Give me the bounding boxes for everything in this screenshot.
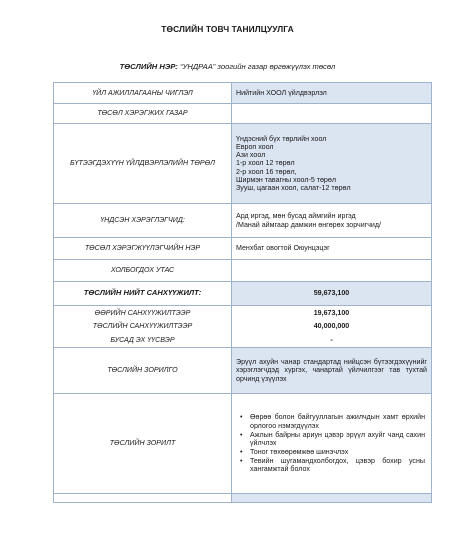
empty-cell bbox=[232, 494, 432, 503]
product-line: Зууш, цагаан хоол, салат-12 төрөл bbox=[236, 183, 351, 192]
list-item: • Ажлын байрны ариун цэвэр эрүүл ахуйг чанд сахин үйлчлэх bbox=[250, 431, 425, 447]
row-label-phone: ХОЛБОГДОХ УТАС bbox=[54, 260, 232, 282]
row-label-other: БУСАД ЭХ ҮҮСВЭР bbox=[54, 334, 232, 348]
row-value-own: 19,673,100 bbox=[232, 306, 432, 320]
table-row bbox=[54, 204, 432, 238]
row-value-goal: Эрүүл ахуйн чанар стандартад нийцсэн бүтээгдэхүүнийг хэрэглэгчдэд хүргэх, чанартай үйлчилгээг тав тухтай орчинд үзүүлэх bbox=[232, 348, 432, 394]
table-row bbox=[54, 320, 432, 334]
table-row bbox=[54, 238, 432, 260]
project-summary-table bbox=[53, 82, 432, 503]
table-row bbox=[54, 282, 432, 306]
row-value-location bbox=[232, 104, 432, 124]
project-name-value: “УНДРАА” зоогийн газар өргөжүүлэх төсөл bbox=[179, 62, 336, 71]
row-value-project-financing: 40,000,000 bbox=[232, 320, 432, 334]
row-label-activity: ҮЙЛ АЖИЛЛАГААНЫ ЧИГЛЭЛ bbox=[54, 83, 232, 104]
consumer-line: Ард иргэд, мөн бусад аймгийн иргэд bbox=[236, 212, 356, 221]
table-row bbox=[54, 348, 432, 394]
table-row bbox=[54, 394, 432, 494]
row-value-objectives bbox=[232, 394, 432, 494]
list-item: • Өөрөө болон байгууллагын ажилчдын хамт өрхийн орлогоо нэмэгдүүлэх bbox=[250, 413, 425, 429]
objectives-list bbox=[236, 413, 427, 473]
consumer-line: /Манай аймгаар дамжин өнгөрөх зорчигчид/ bbox=[236, 220, 382, 229]
row-value-products bbox=[232, 124, 432, 204]
product-line: Үндэсний бүх төрлийн хоол bbox=[236, 134, 327, 143]
row-value-phone bbox=[232, 260, 432, 282]
row-label-location: ТӨСӨЛ ХЭРЭГЖИХ ГАЗАР bbox=[54, 104, 232, 124]
project-name-line bbox=[0, 62, 455, 71]
row-label-goal: ТӨСЛИЙН ЗОРИЛГО bbox=[54, 348, 232, 394]
row-label-project-financing: ТӨСЛИЙН САНХҮҮЖИЛТЭЭР bbox=[54, 320, 232, 334]
product-line: Европ хоол bbox=[236, 143, 274, 152]
list-item: • Тоног төхөөрөмжөө шинэчлэх bbox=[250, 448, 425, 456]
row-label-consumers: ҮНДСЭН ХЭРЭГЛЭГЧИД: bbox=[54, 204, 232, 238]
row-label-products: БҮТЭЭГДЭХҮҮН ҮЙЛДВЭРЛЭЛИЙН ТӨРӨЛ bbox=[54, 124, 232, 204]
product-line: Ширмэн тавагны хоол-5 төрөл bbox=[236, 175, 336, 184]
empty-cell bbox=[54, 494, 232, 503]
product-line: 2-р хоол 16 төрөл, bbox=[236, 167, 297, 176]
product-line: 1-р хоол 12 төрөл bbox=[236, 159, 295, 168]
table-row bbox=[54, 260, 432, 282]
table-row bbox=[54, 83, 432, 104]
row-label-objectives: ТӨСЛИЙН ЗОРИЛТ bbox=[54, 394, 232, 494]
table-row bbox=[54, 494, 432, 503]
row-value-total: 59,673,100 bbox=[232, 282, 432, 306]
row-label-total: ТӨСЛИЙН НИЙТ САНХҮҮЖИЛТ: bbox=[54, 282, 232, 306]
table-row bbox=[54, 334, 432, 348]
project-name-label: ТӨСЛИЙН НЭР: bbox=[119, 62, 178, 71]
row-value-implementer: Менхбат овогтой Оюунцэцэг bbox=[232, 238, 432, 260]
row-value-other: - bbox=[232, 334, 432, 348]
document-title: ТӨСЛИЙН ТОВЧ ТАНИЛЦУУЛГА bbox=[161, 24, 294, 34]
list-item: • Тевийн шугамандхолбогдох, цэвэр бохир усны хангамжтай болох bbox=[250, 457, 425, 473]
table-row bbox=[54, 124, 432, 204]
table-row bbox=[54, 104, 432, 124]
table-row bbox=[54, 306, 432, 320]
row-label-implementer: ТӨСӨЛ ХЭРЭГЖҮҮЛЭГЧИЙН НЭР bbox=[54, 238, 232, 260]
row-value-consumers bbox=[232, 204, 432, 238]
row-value-activity: Нийтийн ХООЛ үйлдвэрлэл bbox=[232, 83, 432, 104]
row-label-own: ӨӨРИЙН САНХҮҮЖИЛТЭЭР bbox=[54, 306, 232, 320]
product-line: Ази хоол bbox=[236, 151, 266, 160]
